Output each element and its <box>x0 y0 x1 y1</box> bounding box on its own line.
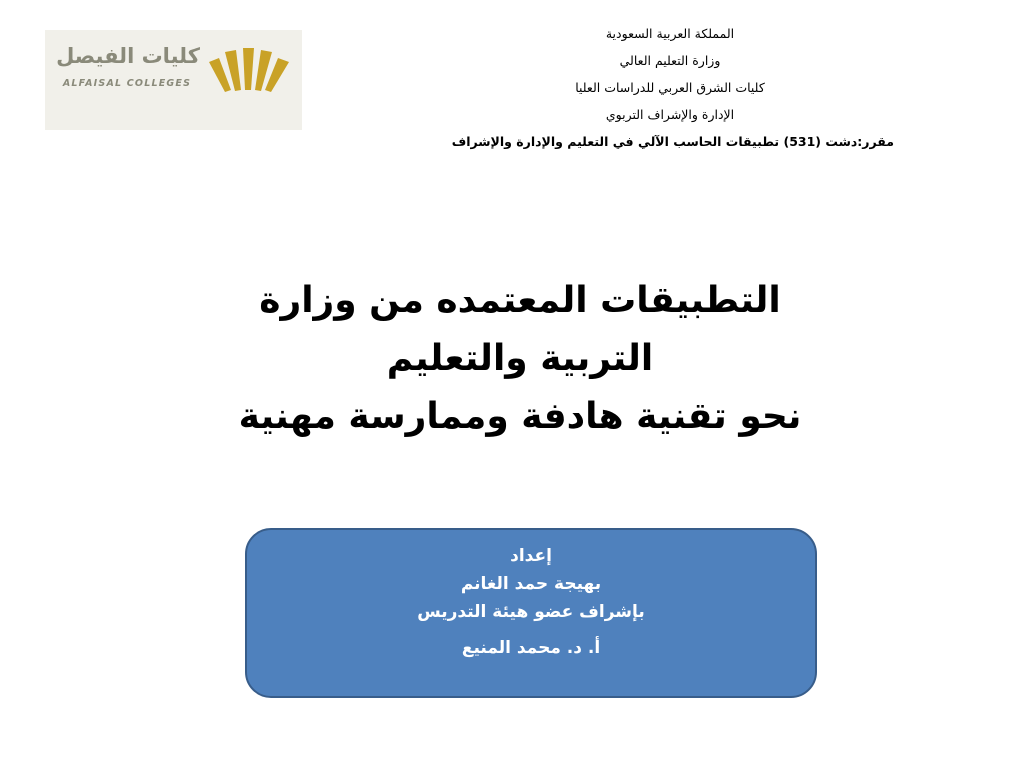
institution-header <box>440 20 900 155</box>
alfaisal-colleges-logo <box>45 30 302 130</box>
header-country: المملكة العربية السعودية <box>605 26 735 41</box>
header-department: الإدارة والإشراف التربوي <box>605 107 735 122</box>
credits-box <box>245 528 817 698</box>
supervision-label: بإشراف عضو هيئة التدريس <box>417 602 645 622</box>
logo-english-name: ALFAISAL COLLEGES <box>62 78 192 89</box>
supervisor-name: أ. د. محمد المنيع <box>461 638 601 658</box>
author-name: بهيجة حمد الغانم <box>460 574 602 594</box>
alfaisal-logo-mark-icon <box>205 40 295 100</box>
slide-title <box>170 272 870 446</box>
prepared-label: إعداد <box>510 546 552 566</box>
title-line-1: التطبيقات المعتمده من وزارة <box>259 280 781 321</box>
header-college: كليات الشرق العربي للدراسات العليا <box>575 80 765 95</box>
title-line-3: نحو تقنية هادفة وممارسة مهنية <box>238 396 802 437</box>
header-ministry: وزارة التعليم العالي <box>619 53 721 68</box>
header-course: مقرر:دشت (531) تطبيقات الحاسب الآلي في التعليم والإدارة والإشراف <box>451 134 894 149</box>
logo-arabic-name: كليات الفيصل <box>56 44 200 68</box>
title-line-2: التربية والتعليم <box>386 338 654 379</box>
